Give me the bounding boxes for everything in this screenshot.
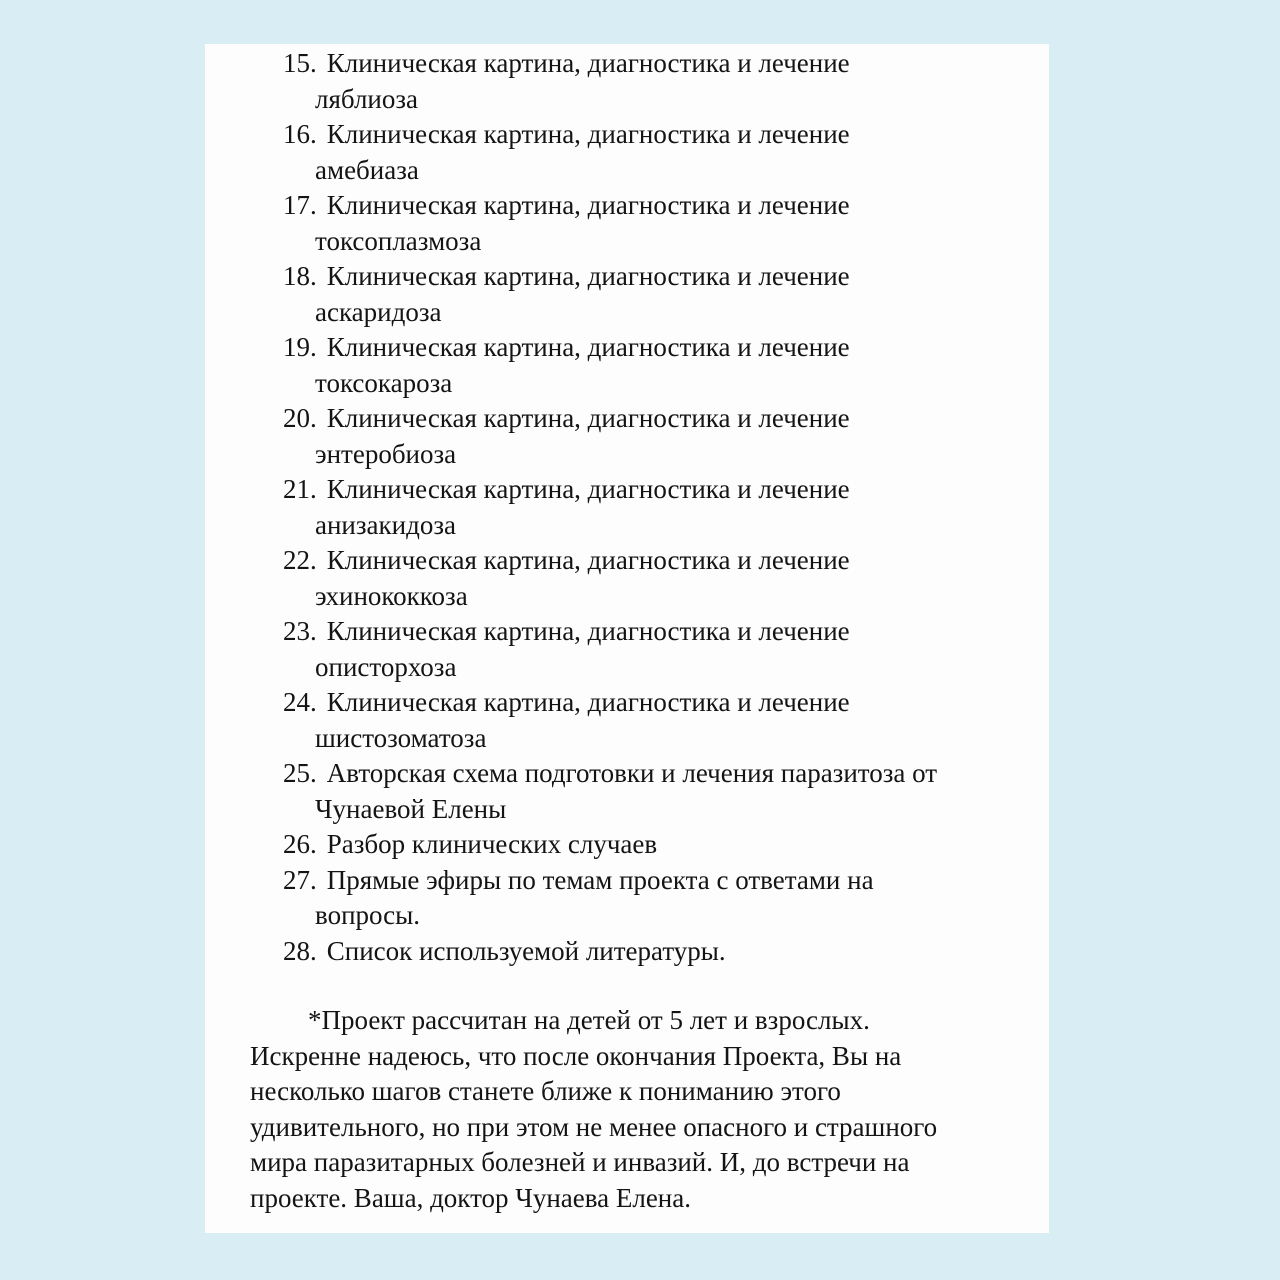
footer-paragraph xyxy=(250,1003,1049,1216)
list-item xyxy=(283,188,1049,259)
item-number: 23. xyxy=(283,616,317,646)
list-item xyxy=(283,259,1049,330)
item-text-line: аскаридоза xyxy=(315,296,442,327)
numbered-list xyxy=(205,44,1049,969)
item-text-line: Авторская схема подготовки и лечения паразитоза от xyxy=(326,758,938,788)
item-text-line: Клиническая картина, диагностика и лечение xyxy=(326,48,850,78)
list-item xyxy=(283,330,1049,401)
item-text-line: амебиаза xyxy=(315,154,419,185)
item-text-line: Клиническая картина, диагностика и лечение xyxy=(326,545,850,575)
item-text-line: Клиническая картина, диагностика и лечение xyxy=(326,403,850,433)
paragraph-line: удивительного, но при этом не менее опасного и страшного xyxy=(250,1111,938,1142)
item-number: 15. xyxy=(283,48,317,78)
item-text-line: Разбор клинических случаев xyxy=(326,829,658,859)
list-item xyxy=(283,401,1049,472)
list-item xyxy=(283,685,1049,756)
item-text-line: Клиническая картина, диагностика и лечение xyxy=(326,261,850,291)
item-number: 21. xyxy=(283,474,317,504)
list-item xyxy=(283,756,1049,827)
list-item xyxy=(283,614,1049,685)
item-text-line: Клиническая картина, диагностика и лечение xyxy=(326,190,850,220)
item-text-line: Клиническая картина, диагностика и лечение xyxy=(326,616,850,646)
item-number: 24. xyxy=(283,687,317,717)
item-number: 16. xyxy=(283,119,317,149)
item-text-line: описторхоза xyxy=(315,651,457,682)
list-item xyxy=(283,543,1049,614)
item-text-line: Чунаевой Елены xyxy=(315,793,507,824)
item-number: 27. xyxy=(283,864,317,895)
paragraph-line: несколько шагов станете ближе к пониманию этого xyxy=(250,1076,841,1106)
item-number: 20. xyxy=(283,403,317,433)
list-item xyxy=(283,117,1049,188)
paragraph-line: мира паразитарных болезней и инвазий. И, до встречи на xyxy=(250,1147,910,1177)
item-text-line: Список используемой литературы. xyxy=(326,935,726,966)
list-item xyxy=(283,472,1049,543)
item-text-line: Клиническая картина, диагностика и лечение xyxy=(326,332,850,362)
item-text-line: вопросы. xyxy=(315,900,421,930)
paragraph-line: Искренне надеюсь, что после окончания Проекта, Вы на xyxy=(250,1040,902,1071)
list-item xyxy=(283,827,1049,863)
list-item xyxy=(283,863,1049,934)
item-number: 17. xyxy=(283,190,317,220)
item-text-line: Клиническая картина, диагностика и лечение xyxy=(326,119,850,149)
list-item xyxy=(283,46,1049,117)
item-text-line: токсокароза xyxy=(315,367,453,398)
item-text-line: Прямые эфиры по темам проекта с ответами на xyxy=(326,864,874,895)
item-number: 28. xyxy=(283,935,317,966)
item-number: 22. xyxy=(283,545,317,575)
document-page xyxy=(205,44,1049,1233)
item-text-line: эхинококкоза xyxy=(315,580,468,611)
item-number: 19. xyxy=(283,332,317,362)
item-text-line: токсоплазмоза xyxy=(315,225,482,256)
item-text-line: Клиническая картина, диагностика и лечение xyxy=(326,687,850,717)
item-text-line: шистозоматоза xyxy=(315,722,487,753)
item-number: 26. xyxy=(283,829,317,859)
list-item xyxy=(283,934,1049,970)
item-text-line: энтеробиоза xyxy=(315,438,457,469)
paragraph-line: *Проект рассчитан на детей от 5 лет и взрослых. xyxy=(308,1005,870,1035)
item-number: 18. xyxy=(283,261,317,291)
item-text-line: анизакидоза xyxy=(315,509,456,540)
item-number: 25. xyxy=(283,758,317,788)
paragraph-line: проекте. Ваша, доктор Чунаева Елена. xyxy=(250,1182,691,1213)
item-text-line: Клиническая картина, диагностика и лечение xyxy=(326,474,850,504)
item-text-line: ляблиоза xyxy=(315,83,419,114)
